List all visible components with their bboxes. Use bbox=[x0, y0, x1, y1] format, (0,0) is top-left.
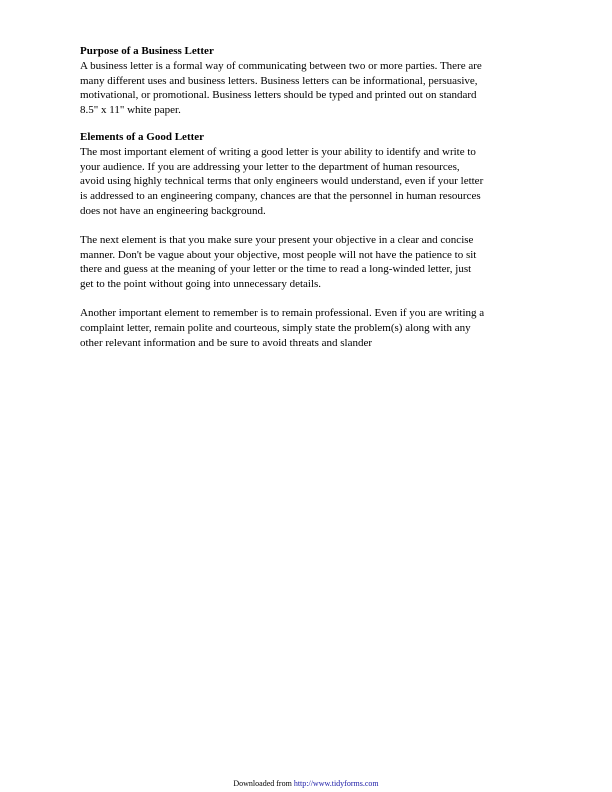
paragraph bbox=[80, 306, 530, 350]
document-body bbox=[80, 44, 530, 364]
text-line: there and guess at the meaning of your letter or the time to read a long-winded letter, just bbox=[80, 263, 472, 276]
text-line: The most important element of writing a good letter is your ability to identify and write to bbox=[80, 145, 476, 158]
text-line: manner. Don't be vague about your objective, most people will not have the patience to sit bbox=[80, 248, 477, 261]
text-line: your audience. If you are addressing your letter to the department of human resources, bbox=[80, 160, 460, 173]
text-line: does not have an engineering background. bbox=[80, 204, 266, 217]
paragraph bbox=[80, 233, 530, 292]
text-line: many different uses and business letters. Business letters can be informational, persuasive, bbox=[80, 74, 478, 87]
text-line: complaint letter, remain polite and courteous, simply state the problem(s) along with any bbox=[80, 321, 471, 334]
section-purpose bbox=[80, 44, 530, 118]
text-line: 8.5" x 11" white paper. bbox=[80, 104, 181, 117]
text-line: The next element is that you make sure your present your objective in a clear and concise bbox=[80, 233, 474, 246]
text-line: other relevant information and be sure to avoid threats and slander bbox=[80, 336, 373, 349]
paragraph bbox=[80, 59, 530, 118]
text-line: A business letter is a formal way of communicating between two or more parties. There are bbox=[80, 59, 482, 72]
text-line: is addressed to an engineering company, chances are that the personnel in human resources bbox=[80, 190, 481, 203]
text-line: motivational, or promotional. Business letters should be typed and printed out on standard bbox=[80, 89, 477, 102]
text-line: avoid using highly technical terms that only engineers would understand, even if your letter bbox=[80, 175, 484, 188]
section-heading: Elements of a Good Letter bbox=[80, 130, 205, 143]
text-line: Another important element to remember is to remain professional. Even if you are writing a bbox=[80, 306, 485, 319]
section-heading: Purpose of a Business Letter bbox=[80, 45, 214, 57]
section-elements bbox=[80, 130, 530, 350]
text-line: get to the point without going into unnecessary details. bbox=[80, 278, 322, 291]
footer-link[interactable]: http://www.tidyforms.com bbox=[293, 779, 379, 788]
paragraph bbox=[80, 145, 530, 219]
page-footer bbox=[0, 779, 612, 789]
footer-prefix: Downloaded from bbox=[233, 779, 294, 788]
